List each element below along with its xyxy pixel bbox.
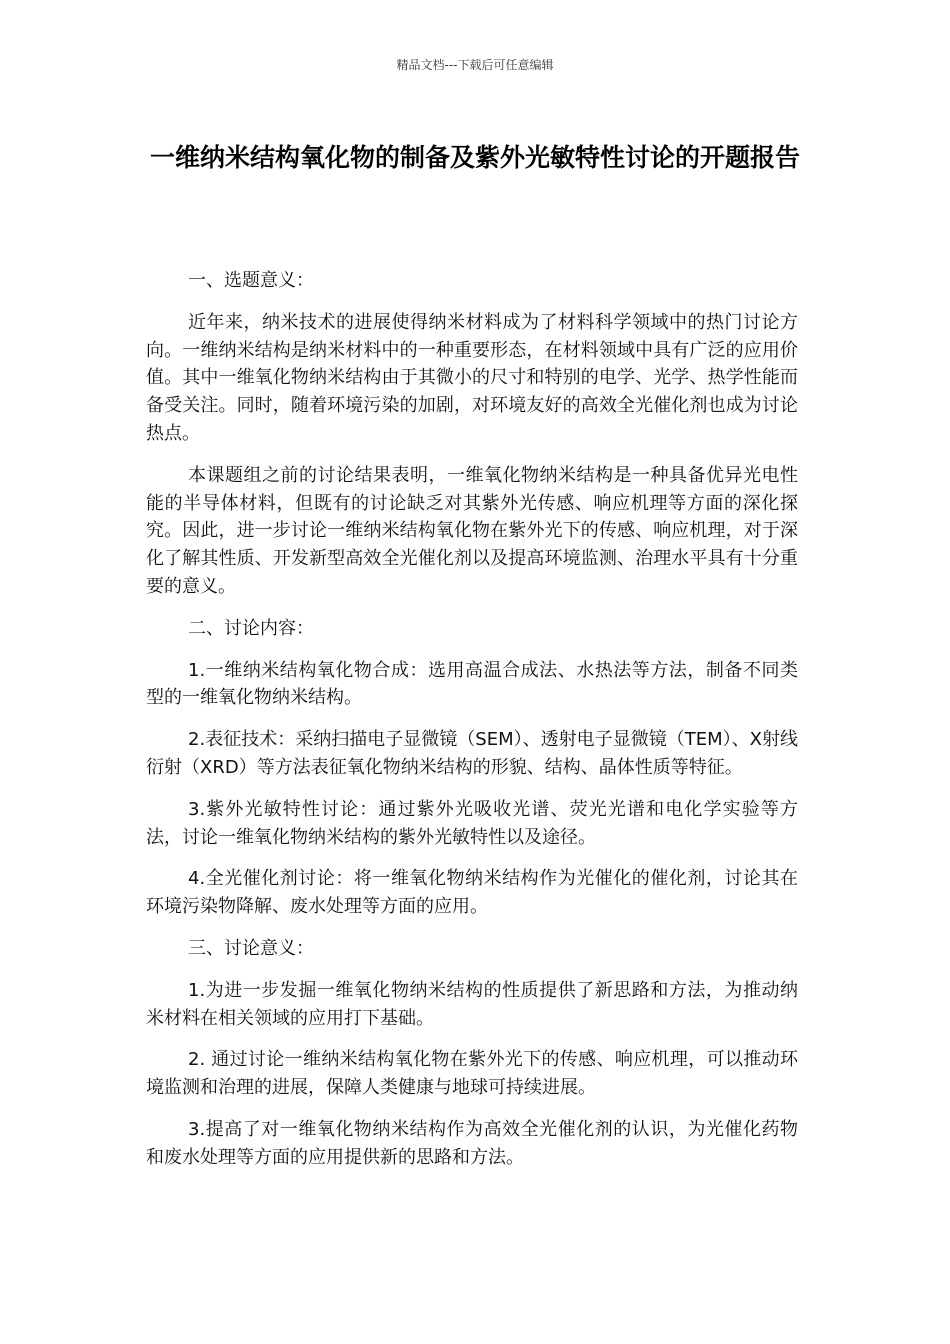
document-body: [146, 267, 798, 1186]
content-item-1: 1.一维纳米结构氧化物合成：选用高温合成法、水热法等方法，制备不同类型的一维氧化物纳米结构。: [146, 659, 798, 709]
paragraph-significance-1: 近年来，纳米技术的进展使得纳米材料成为了材料科学领域中的热门讨论方向。一维纳米结构是纳米材料中的一种重要形态，在材料领域中具有广泛的应用价值。其中一维氧化物纳米结构由于其微小的尺寸和特别的电学、光学、热学性能而备受关注。同时，随着环境污染的加剧，对环境友好的高效全光催化剂也成为讨论热点。: [146, 311, 798, 444]
meaning-item-2: 2. 通过讨论一维纳米结构氧化物在紫外光下的传感、响应机理，可以推动环境监测和治理的进展，保障人类健康与地球可持续进展。: [146, 1049, 798, 1099]
document-title: 一维纳米结构氧化物的制备及紫外光敏特性讨论的开题报告: [149, 143, 800, 172]
meaning-item-3: 3.提高了对一维氧化物纳米结构作为高效全光催化剂的认识，为光催化药物和废水处理等方面的应用提供新的思路和方法。: [146, 1118, 798, 1168]
content-item-2: 2.表征技术：采纳扫描电子显微镜（SEM）、透射电子显微镜（TEM）、X射线衍射（XRD）等方法表征氧化物纳米结构的形貌、结构、晶体性质等特征。: [146, 729, 798, 778]
header-note: 精品文档---下载后可任意编辑: [396, 58, 554, 72]
section-heading-meaning: 三、讨论意义：: [188, 937, 314, 959]
section-heading-content: 二、讨论内容：: [188, 617, 314, 639]
meaning-item-1: 1.为进一步发掘一维氧化物纳米结构的性质提供了新思路和方法，为推动纳米材料在相关领域的应用打下基础。: [146, 979, 798, 1029]
content-item-3: 3.紫外光敏特性讨论：通过紫外光吸收光谱、荧光光谱和电化学实验等方法，讨论一维氧化物纳米结构的紫外光敏特性以及途径。: [146, 798, 798, 848]
content-item-4: 4.全光催化剂讨论：将一维氧化物纳米结构作为光催化的催化剂，讨论其在环境污染物降解、废水处理等方面的应用。: [146, 868, 798, 918]
paragraph-significance-2: 本课题组之前的讨论结果表明，一维氧化物纳米结构是一种具备优异光电性能的半导体材料，但既有的讨论缺乏对其紫外光传感、响应机理等方面的深化探究。因此，进一步讨论一维纳米结构氧化物在紫外光下的传感、响应机理，对于深化了解其性质、开发新型高效全光催化剂以及提高环境监测、治理水平具有十分重要的意义。: [146, 464, 798, 597]
section-heading-significance: 一、选题意义：: [188, 270, 314, 291]
